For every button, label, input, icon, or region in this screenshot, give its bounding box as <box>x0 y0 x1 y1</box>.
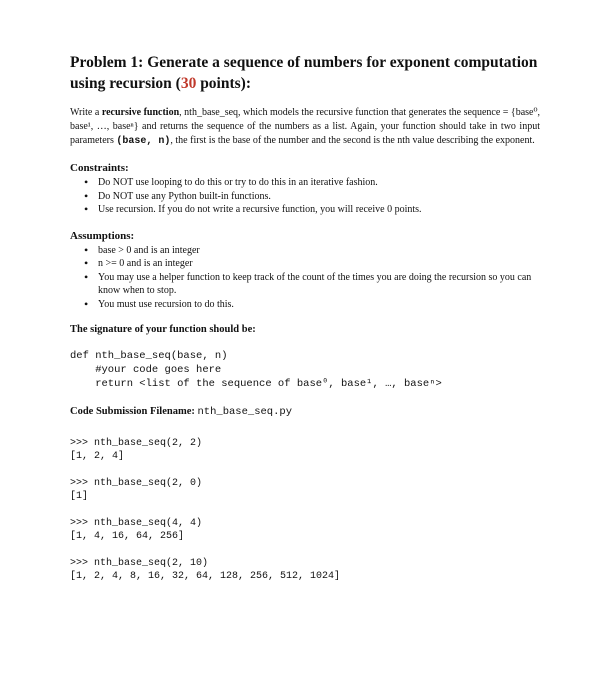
signature-heading: The signature of your function should be: <box>70 324 256 335</box>
title-text-2: points): <box>196 75 252 92</box>
code-line: return <list of the sequence of base⁰, base¹, …, baseⁿ> <box>70 378 442 390</box>
example-result: [1] <box>70 491 89 502</box>
list-item: • Do NOT use any Python built-in functions. <box>84 190 540 204</box>
example-call: >>> nth_base_seq(2, 2) <box>70 438 203 449</box>
code-line: def nth_base_seq(base, n) <box>70 350 228 362</box>
title-points: 30 <box>180 75 197 92</box>
desc-params: (base, n) <box>116 136 171 147</box>
list-item: • Do NOT use looping to do this or try to do this in an iterative fashion. <box>84 176 540 190</box>
submission-file: nth_base_seq.py <box>197 406 292 418</box>
submission-filename <box>70 405 540 419</box>
desc-text-3: , the first is the base of the number and the second is the nth value describing the exponent. <box>170 135 535 146</box>
code-line: #your code goes here <box>70 364 222 376</box>
assumptions-list <box>70 244 540 312</box>
example-call: >>> nth_base_seq(2, 10) <box>70 558 209 569</box>
list-item: • You may use a helper function to keep track of the count of the times you are doing the recursion so you can know when to stop. <box>84 271 540 298</box>
list-item: • n >= 0 and is an integer <box>84 257 540 271</box>
document-page <box>70 52 540 597</box>
signature-code <box>70 349 540 391</box>
problem-title <box>70 52 540 94</box>
list-item: • You must use recursion to do this. <box>84 298 540 312</box>
desc-text-1: Write a <box>70 107 102 118</box>
list-item: • Use recursion. If you do not write a recursive function, you will receive 0 points. <box>84 203 540 217</box>
example-call: >>> nth_base_seq(4, 4) <box>70 518 203 529</box>
list-item: • base > 0 and is an integer <box>84 244 540 258</box>
problem-description <box>70 106 540 149</box>
submission-label: Code Submission Filename: <box>70 406 195 417</box>
title-text-1: Problem 1: Generate a sequence of numbers for exponent computation using recursion ( <box>70 54 538 92</box>
example-result: [1, 2, 4, 8, 16, 32, 64, 128, 256, 512, 1024] <box>70 571 341 582</box>
example-block <box>70 517 540 543</box>
constraints-heading: Constraints: <box>70 162 129 174</box>
desc-bold: recursive function <box>101 107 180 118</box>
desc-text-2: , nth_base_seq, which models the recursive function that generates the sequence = {base⁰, base¹, …, baseⁿ} and returns the sequence of the numbers as a list. Again, your function should take in two input parameters <box>70 107 540 146</box>
assumptions-heading: Assumptions: <box>70 229 135 242</box>
example-result: [1, 4, 16, 64, 256] <box>70 531 185 542</box>
constraints-list <box>70 176 540 217</box>
example-result: [1, 2, 4] <box>70 451 125 462</box>
example-block <box>70 477 540 503</box>
example-block <box>70 437 540 463</box>
example-call: >>> nth_base_seq(2, 0) <box>70 478 203 489</box>
example-block <box>70 557 540 583</box>
